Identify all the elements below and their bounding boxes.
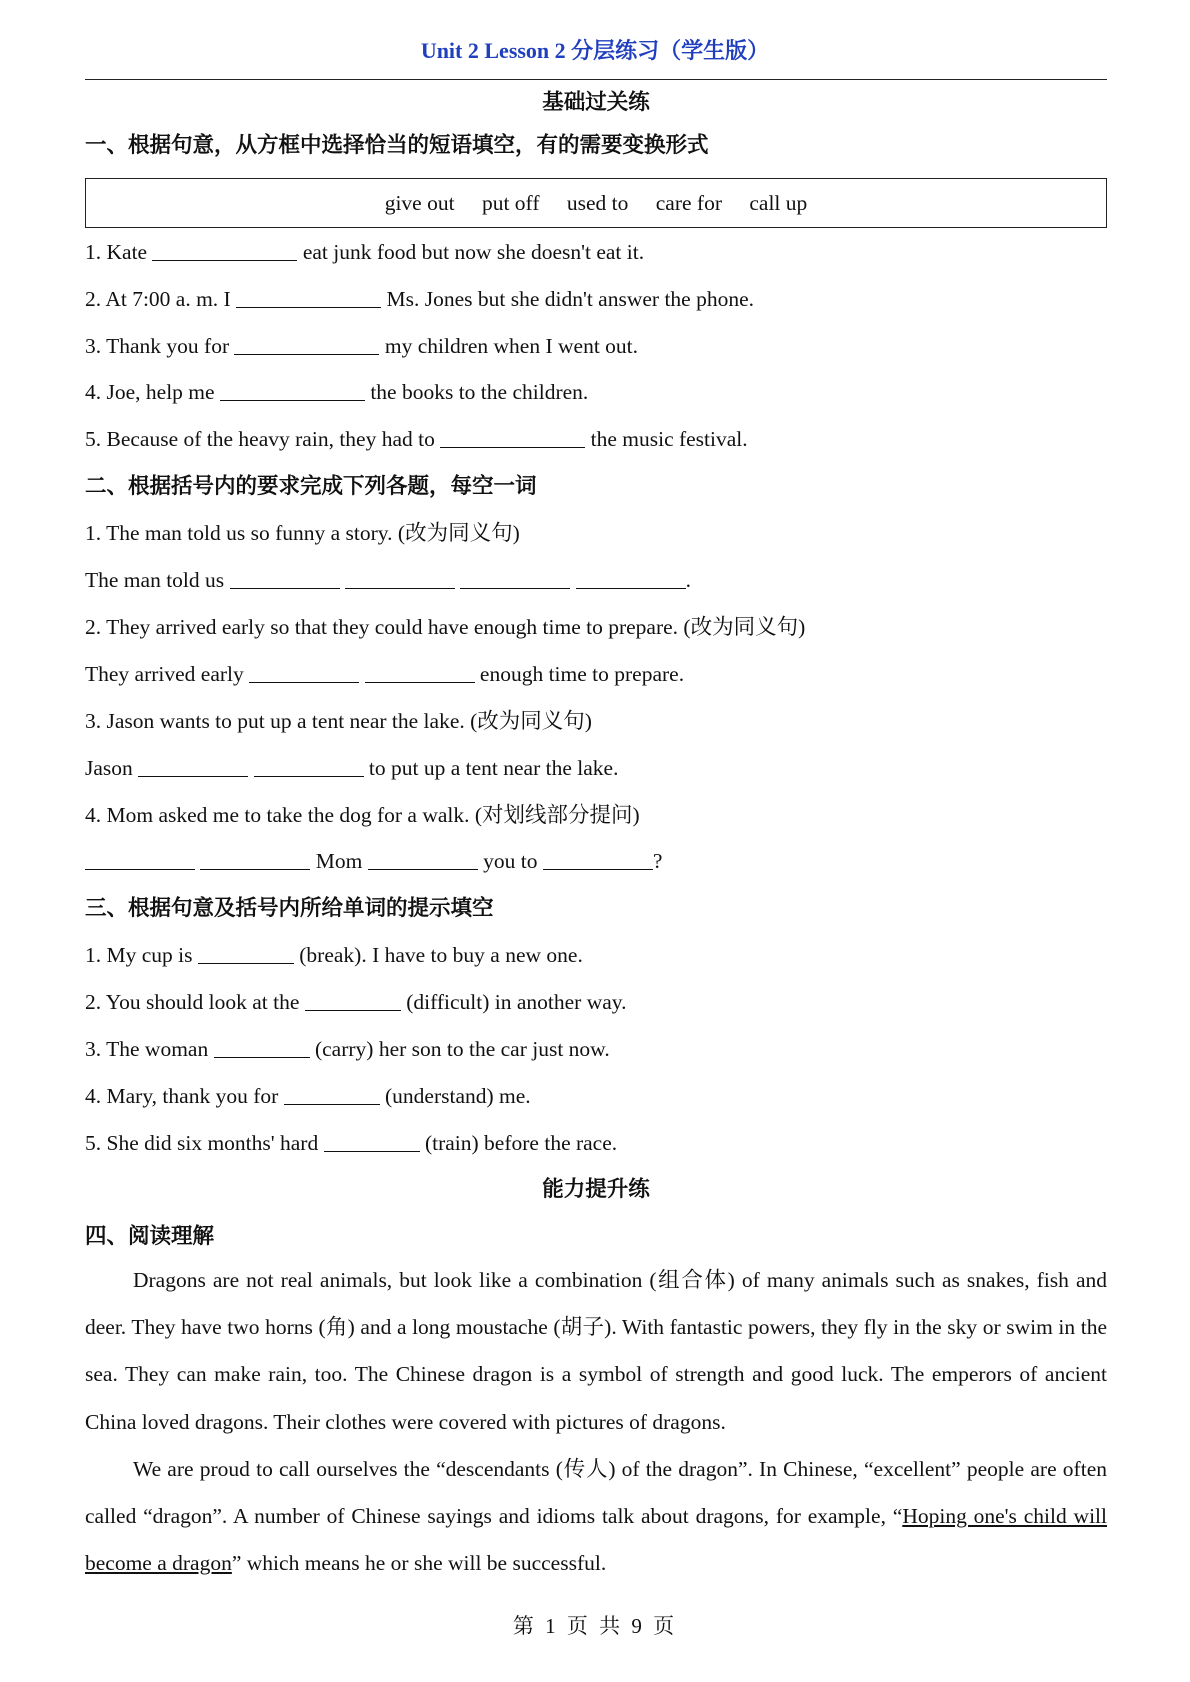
answer-blank[interactable]	[200, 849, 310, 870]
answer-blank[interactable]	[345, 568, 455, 589]
s3-question-1: 1. My cup is (break). I have to buy a new one.	[85, 943, 583, 967]
answer-blank[interactable]	[234, 334, 379, 355]
answer-blank[interactable]	[254, 756, 364, 777]
section-1-title: 一、根据句意，从方框中选择恰当的短语填空，有的需要变换形式	[85, 133, 709, 157]
section-3-title: 三、根据句意及括号内所给单词的提示填空	[85, 896, 494, 920]
header-divider	[85, 79, 1107, 80]
answer-blank[interactable]	[152, 240, 297, 261]
basic-practice-heading: 基础过关练	[542, 90, 650, 114]
s2-question-4: 4. Mom asked me to take the dog for a walk. (对划线部分提问)	[85, 803, 640, 827]
document-title: Unit 2 Lesson 2 分层练习（学生版）	[420, 38, 770, 63]
answer-blank[interactable]	[249, 662, 359, 683]
advanced-practice-heading: 能力提升练	[542, 1177, 650, 1201]
answer-blank[interactable]	[543, 849, 653, 870]
section-2-title: 二、根据括号内的要求完成下列各题，每空一词	[85, 474, 537, 498]
word-option: used to	[566, 191, 629, 215]
word-option: call up	[749, 191, 808, 215]
answer-blank[interactable]	[368, 849, 478, 870]
answer-blank[interactable]	[305, 990, 401, 1011]
s3-question-2: 2. You should look at the (difficult) in another way.	[85, 990, 627, 1014]
answer-blank[interactable]	[230, 568, 340, 589]
s2-answer-2: They arrived early enough time to prepare.	[85, 662, 685, 686]
reading-paragraph-1: Dragons are not real animals, but look like a combination (组合体) of many animals such as snakes, fish and deer. They have two horns (角) and a long moustache (胡子). With fantastic powers, they fly in the sky or swim in the sea. They can make rain, too. The Chinese dragon is a symbol of strength and good luck. The emperors of ancient China loved dragons. Their clothes were covered with pictures of dragons.	[85, 1268, 1107, 1434]
s1-question-1: 1. Kate eat junk food but now she doesn't eat it.	[85, 240, 645, 264]
underlined-phrase: Hoping one's child will become a dragon	[85, 1504, 1107, 1576]
answer-blank[interactable]	[576, 568, 686, 589]
s2-answer-4: Mom you to ?	[85, 846, 1107, 876]
s1-question-2: 2. At 7:00 a. m. I Ms. Jones but she didn't answer the phone.	[85, 287, 755, 311]
answer-blank[interactable]	[284, 1084, 380, 1105]
section-4-title: 四、阅读理解	[85, 1224, 215, 1248]
answer-blank[interactable]	[460, 568, 570, 589]
word-option: care for	[655, 191, 722, 215]
s3-question-5: 5. She did six months' hard (train) before the race.	[85, 1131, 618, 1155]
s2-question-1: 1. The man told us so funny a story. (改为同义句)	[85, 521, 520, 545]
s2-answer-1: The man told us .	[85, 568, 692, 592]
word-option: give out	[384, 191, 455, 215]
answer-blank[interactable]	[440, 427, 585, 448]
answer-blank[interactable]	[365, 662, 475, 683]
answer-blank[interactable]	[236, 287, 381, 308]
s2-question-3: 3. Jason wants to put up a tent near the lake. (改为同义句)	[85, 709, 592, 733]
s1-question-5: 5. Because of the heavy rain, they had to the music festival.	[85, 427, 748, 451]
s1-question-4: 4. Joe, help me the books to the children.	[85, 380, 589, 404]
answer-blank[interactable]	[85, 849, 195, 870]
s3-question-3: 3. The woman (carry) her son to the car just now.	[85, 1037, 610, 1061]
s3-question-4: 4. Mary, thank you for (understand) me.	[85, 1084, 531, 1108]
answer-blank[interactable]	[198, 943, 294, 964]
word-option: put off	[481, 191, 540, 215]
reading-paragraph-2: We are proud to call ourselves the “descendants (传人) of the dragon”. In Chinese, “excellent” people are often called “dragon”. A number of Chinese sayings and idioms talk about dragons, for example, “Hoping one's child will become a dragon” which means he or she will be successful.	[85, 1457, 1107, 1576]
s2-answer-3: Jason to put up a tent near the lake.	[85, 756, 619, 780]
answer-blank[interactable]	[220, 380, 365, 401]
word-box	[85, 178, 1107, 228]
answer-blank[interactable]	[324, 1131, 420, 1152]
answer-blank[interactable]	[138, 756, 248, 777]
s2-question-2: 2. They arrived early so that they could have enough time to prepare. (改为同义句)	[85, 615, 806, 639]
s1-question-3: 3. Thank you for my children when I went out.	[85, 334, 639, 358]
answer-blank[interactable]	[214, 1037, 310, 1058]
page-number: 第 1 页 共 9 页	[512, 1614, 678, 1638]
